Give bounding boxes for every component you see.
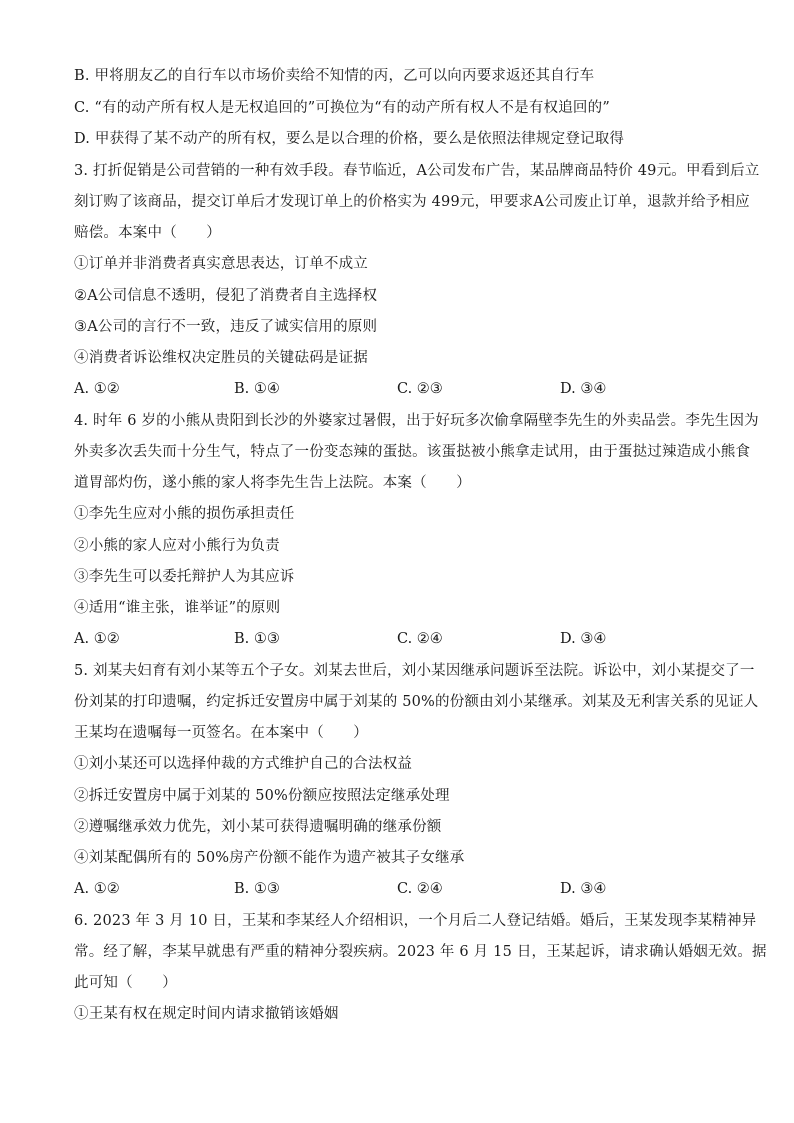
question-stem-line: 6. 2023 年 3 月 10 日，王某和李某经人介绍相识，一个月后二人登记结婚。婚后，王某发现李某精神异	[74, 913, 757, 929]
answer-option-c: C. ②④	[397, 631, 443, 647]
question-stem-line: 5. 刘某夫妇育有刘小某等五个子女。刘某去世后，刘小某因继承问题诉至法院。诉讼中，刘小某提交了一	[74, 663, 755, 679]
question-stem-line: 份刘某的打印遗嘱，约定拆迁安置房中属于刘某的 50%的份额由刘小某继承。刘某及无利害关系的见证人	[74, 694, 759, 710]
statement-item: ④消费者诉讼维权决定胜员的关键砝码是证据	[74, 350, 368, 366]
question-stem-line: 刻订购了该商品，提交订单后才发现订单上的价格实为 499元，甲要求A公司废止订单，退款并给予相应	[74, 194, 750, 210]
option-line-c: C. “有的动产所有权人是无权追回的”可换位为“有的动产所有权人不是有权追回的”	[74, 100, 610, 116]
question-stem-line: 赔偿。本案中（ ）	[74, 225, 221, 241]
statement-item: ②拆迁安置房中属于刘某的 50%份额应按照法定继承处理	[74, 788, 450, 804]
option-line-b: B. 甲将朋友乙的自行车以市场价卖给不知情的丙，乙可以向丙要求返还其自行车	[74, 68, 595, 84]
question-stem-line: 王某均在遗嘱每一页签名。在本案中（ ）	[74, 725, 368, 741]
answer-options	[74, 379, 724, 399]
question-stem-line: 3. 打折促销是公司营销的一种有效手段。春节临近，A公司发布广告，某品牌商品特价 49元。甲看到后立	[74, 163, 760, 179]
question-stem-line: 此可知（ ）	[74, 975, 177, 991]
answer-options	[74, 629, 724, 649]
answer-option-b: B. ①④	[234, 381, 280, 397]
statement-item: ②小熊的家人应对小熊行为负责	[74, 538, 280, 554]
statement-item: ④刘某配偶所有的 50%房产份额不能作为遗产被其子女继承	[74, 850, 465, 866]
question-stem-line: 道胃部灼伤，遂小熊的家人将李先生告上法院。本案（ ）	[74, 475, 471, 491]
answer-option-d: D. ③④	[560, 631, 607, 647]
statement-item: ①李先生应对小熊的损伤承担责任	[74, 506, 295, 522]
question-stem-line: 常。经了解，李某早就患有严重的精神分裂疾病。2023 年 6 月 15 日，王某起诉，请求确认婚姻无效。据	[74, 944, 767, 960]
answer-option-b: B. ①③	[234, 881, 280, 897]
answer-option-c: C. ②④	[397, 881, 443, 897]
answer-option-b: B. ①③	[234, 631, 280, 647]
answer-option-d: D. ③④	[560, 381, 607, 397]
statement-item: ②A公司信息不透明，侵犯了消费者自主选择权	[74, 288, 378, 304]
question-stem-line: 4. 时年 6 岁的小熊从贵阳到长沙的外婆家过暑假，出于好玩多次偷拿隔壁李先生的外卖品尝。李先生因为	[74, 413, 759, 429]
statement-item: ③李先生可以委托辩护人为其应诉	[74, 569, 295, 585]
statement-item: ①王某有权在规定时间内请求撤销该婚姻	[74, 1006, 339, 1022]
answer-options	[74, 879, 724, 899]
statement-item: ③A公司的言行不一致，违反了诚实信用的原则	[74, 319, 378, 335]
answer-option-a: A. ①②	[74, 631, 120, 647]
answer-option-c: C. ②③	[397, 381, 443, 397]
answer-option-a: A. ①②	[74, 381, 120, 397]
answer-option-a: A. ①②	[74, 881, 120, 897]
statement-item: ①刘小某还可以选择仲裁的方式维护自己的合法权益	[74, 756, 413, 772]
answer-option-d: D. ③④	[560, 881, 607, 897]
statement-item: ②遵嘱继承效力优先，刘小某可获得遗嘱明确的继承份额	[74, 819, 442, 835]
question-stem-line: 外卖多次丢失而十分生气，特点了一份变态辣的蛋挞。该蛋挞被小熊拿走试用，由于蛋挞过辣造成小熊食	[74, 444, 751, 460]
option-line-d: D. 甲获得了某不动产的所有权，要么是以合理的价格，要么是依照法律规定登记取得	[74, 131, 625, 147]
statement-item: ④适用“谁主张，谁举证”的原则	[74, 600, 281, 616]
statement-item: ①订单并非消费者真实意思表达，订单不成立	[74, 256, 368, 272]
